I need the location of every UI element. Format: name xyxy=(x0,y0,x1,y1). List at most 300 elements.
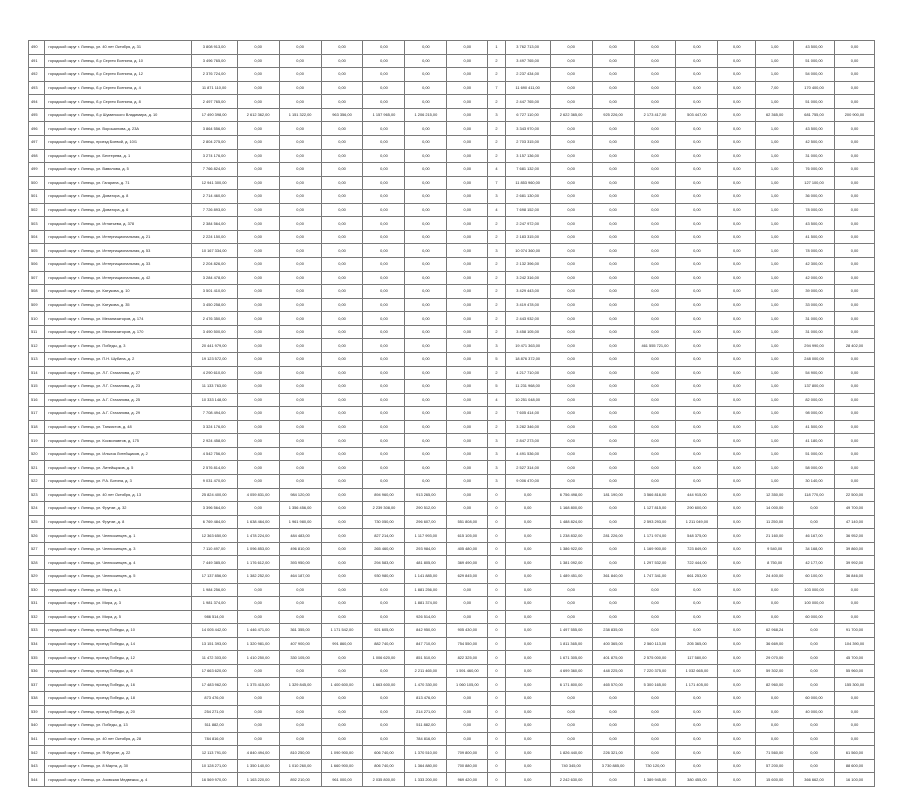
value-cell: 0,00 xyxy=(321,407,363,421)
value-cell: 0,00 xyxy=(718,230,756,244)
value-cell: 730 120,00 xyxy=(634,759,676,773)
value-cell: 0,00 xyxy=(794,746,835,760)
value-cell: 0,00 xyxy=(834,393,874,407)
value-cell: 0,00 xyxy=(756,692,794,706)
row-number-cell: 514 xyxy=(29,366,45,380)
address-cell: городской округ г. Липецк, ул. А.Г. Стаханова, д. 25 xyxy=(45,393,191,407)
value-cell: 0 xyxy=(488,488,505,502)
value-cell: 0,00 xyxy=(447,447,488,461)
value-cell: 0,00 xyxy=(718,108,756,122)
value-cell: 2 xyxy=(488,420,505,434)
value-cell: 0,00 xyxy=(634,163,676,177)
value-cell: 41 500,00 xyxy=(794,230,835,244)
value-cell: 0,00 xyxy=(237,447,279,461)
address-cell: городской округ г. Липецк, ул. Челюскинцев, д. 4 xyxy=(45,556,191,570)
value-cell: 1 297 532,00 xyxy=(634,556,676,570)
value-cell: 0,00 xyxy=(321,339,363,353)
value-cell: 0,00 xyxy=(834,41,874,55)
value-cell: 0,00 xyxy=(550,217,592,231)
address-cell: городской округ г. Липецк, проезд Победы, д. 14 xyxy=(45,637,191,651)
value-cell: 1 006 620,00 xyxy=(363,651,405,665)
value-cell: 1,00 xyxy=(756,244,794,258)
value-cell: 0,00 xyxy=(321,488,363,502)
value-cell: 0,00 xyxy=(592,502,634,516)
row-number-cell: 537 xyxy=(29,678,45,692)
value-cell: 0,00 xyxy=(676,339,718,353)
value-cell: 0,00 xyxy=(279,610,321,624)
value-cell: 0,00 xyxy=(237,312,279,326)
value-cell: 40 000,00 xyxy=(794,705,835,719)
value-cell: 1 811 365,00 xyxy=(550,637,592,651)
value-cell: 0 xyxy=(488,759,505,773)
row-number-cell: 493 xyxy=(29,81,45,95)
value-cell: 25 824 400,00 xyxy=(191,488,237,502)
value-cell: 0,00 xyxy=(321,298,363,312)
value-cell: 45 700,00 xyxy=(834,651,874,665)
value-cell: 847 710,00 xyxy=(405,637,447,651)
value-cell: 0,00 xyxy=(447,434,488,448)
value-cell: 0,00 xyxy=(405,68,447,82)
value-cell: 3 xyxy=(488,475,505,489)
value-cell: 0,00 xyxy=(237,217,279,231)
value-cell: 0,00 xyxy=(634,244,676,258)
address-cell: городской округ г. Липецк, ул. Катукова, д. 35 xyxy=(45,298,191,312)
value-cell: 0,00 xyxy=(718,68,756,82)
value-cell: 11 853 960,00 xyxy=(505,176,550,190)
value-cell: 961 000,00 xyxy=(321,773,363,787)
value-cell: 2 576 814,00 xyxy=(191,461,237,475)
value-cell: 822 325,00 xyxy=(447,651,488,665)
value-cell: 0,00 xyxy=(676,624,718,638)
value-cell: 0,00 xyxy=(794,651,835,665)
value-cell: 0,00 xyxy=(447,325,488,339)
value-cell: 1 470 330,00 xyxy=(405,678,447,692)
value-cell: 0,00 xyxy=(237,203,279,217)
value-cell: 0,00 xyxy=(279,393,321,407)
table-row xyxy=(29,68,875,82)
value-cell: 709 800,00 xyxy=(447,746,488,760)
value-cell: 2 xyxy=(488,258,505,272)
value-cell: 3 242 316,00 xyxy=(505,271,550,285)
address-cell: городской округ г. Липецк, ул. Челюскинцев, д. 1 xyxy=(45,529,191,543)
value-cell: 11 472 303,00 xyxy=(191,651,237,665)
value-cell: 0,00 xyxy=(550,610,592,624)
value-cell: 7 708 494,00 xyxy=(191,407,237,421)
value-cell: 54 000,00 xyxy=(794,68,835,82)
row-number-cell: 535 xyxy=(29,651,45,665)
value-cell: 0,00 xyxy=(237,502,279,516)
value-cell: 0,00 xyxy=(321,475,363,489)
value-cell: 7 xyxy=(488,176,505,190)
value-cell: 0,00 xyxy=(676,475,718,489)
value-cell: 181 190,00 xyxy=(592,488,634,502)
value-cell: 0,00 xyxy=(237,258,279,272)
table-row xyxy=(29,732,875,746)
value-cell: 3 284 478,00 xyxy=(191,271,237,285)
value-cell: 100 000,00 xyxy=(794,597,835,611)
value-cell: 1,00 xyxy=(756,190,794,204)
value-cell: 0,00 xyxy=(447,258,488,272)
row-number-cell: 520 xyxy=(29,447,45,461)
value-cell: 1,00 xyxy=(756,434,794,448)
value-cell: 3 274 176,00 xyxy=(191,149,237,163)
value-cell: 0,00 xyxy=(505,759,550,773)
value-cell: 0,00 xyxy=(676,461,718,475)
value-cell: 0,00 xyxy=(834,298,874,312)
value-cell: 0,00 xyxy=(592,339,634,353)
table-row xyxy=(29,664,875,678)
value-cell: 281 226,00 xyxy=(592,529,634,543)
value-cell: 51 000,00 xyxy=(794,95,835,109)
value-cell: 0,00 xyxy=(237,285,279,299)
value-cell: 0,00 xyxy=(363,705,405,719)
value-cell: 2 xyxy=(488,135,505,149)
value-cell: 0,00 xyxy=(756,610,794,624)
value-cell: 0,00 xyxy=(676,407,718,421)
value-cell: 681 755,00 xyxy=(794,108,835,122)
value-cell: 0,00 xyxy=(834,285,874,299)
value-cell: 36 669,00 xyxy=(756,637,794,651)
value-cell: 0,00 xyxy=(634,461,676,475)
value-cell: 1,00 xyxy=(756,122,794,136)
value-cell: 2 xyxy=(488,149,505,163)
value-cell: 0,00 xyxy=(447,230,488,244)
value-cell: 0,00 xyxy=(279,407,321,421)
value-cell: 0,00 xyxy=(405,244,447,258)
value-cell: 0,00 xyxy=(718,773,756,787)
value-cell: 0,00 xyxy=(592,705,634,719)
value-cell: 0,00 xyxy=(592,692,634,706)
value-cell: 0,00 xyxy=(718,366,756,380)
value-cell: 3 xyxy=(488,434,505,448)
value-cell: 0,00 xyxy=(718,285,756,299)
value-cell: 3 730 885,00 xyxy=(592,759,634,773)
value-cell: 0,00 xyxy=(592,732,634,746)
value-cell: 0,00 xyxy=(405,190,447,204)
value-cell: 0,00 xyxy=(718,719,756,733)
value-cell: 0,00 xyxy=(550,135,592,149)
value-cell: 0,00 xyxy=(592,380,634,394)
value-cell: 0,00 xyxy=(592,420,634,434)
value-cell: 0,00 xyxy=(834,447,874,461)
value-cell: 0,00 xyxy=(279,597,321,611)
value-cell: 51 000,00 xyxy=(794,447,835,461)
value-cell: 13 151 393,00 xyxy=(191,637,237,651)
value-cell: 30 140,00 xyxy=(794,475,835,489)
table-row xyxy=(29,312,875,326)
address-cell: городской округ г. Липецк, ул. Игнатьева, д. 378 xyxy=(45,217,191,231)
value-cell: 1 364 880,00 xyxy=(405,759,447,773)
value-cell: 0,00 xyxy=(634,203,676,217)
value-cell: 0,00 xyxy=(718,217,756,231)
value-cell: 1 663 600,00 xyxy=(363,678,405,692)
value-cell: 98 000,00 xyxy=(794,407,835,421)
value-cell: 0,00 xyxy=(592,461,634,475)
value-cell: 0,00 xyxy=(834,54,874,68)
value-cell: 0,00 xyxy=(321,664,363,678)
value-cell: 0,00 xyxy=(321,556,363,570)
value-cell: 0,00 xyxy=(676,705,718,719)
value-cell: 0,00 xyxy=(592,312,634,326)
value-cell: 82 960,00 xyxy=(756,678,794,692)
table-row xyxy=(29,773,875,787)
value-cell: 722 444,00 xyxy=(676,556,718,570)
value-cell: 1 032 665,00 xyxy=(676,664,718,678)
value-cell: 0,00 xyxy=(405,149,447,163)
value-cell: 913 265,00 xyxy=(405,488,447,502)
value-cell: 0,00 xyxy=(634,68,676,82)
value-cell: 4 699 360,00 xyxy=(550,664,592,678)
value-cell: 0,00 xyxy=(321,54,363,68)
value-cell: 0,00 xyxy=(321,203,363,217)
value-cell: 0,00 xyxy=(237,298,279,312)
value-cell: 0,00 xyxy=(405,203,447,217)
value-cell: 0 xyxy=(488,719,505,733)
value-cell: 0,00 xyxy=(834,135,874,149)
value-cell: 0,00 xyxy=(237,122,279,136)
value-cell: 7 698 152,00 xyxy=(505,203,550,217)
row-number-cell: 533 xyxy=(29,624,45,638)
table-row xyxy=(29,190,875,204)
value-cell: 0,00 xyxy=(405,54,447,68)
value-cell: 1 446 471,00 xyxy=(237,624,279,638)
value-cell: 0,00 xyxy=(550,312,592,326)
value-cell: 0,00 xyxy=(405,312,447,326)
value-cell: 0,00 xyxy=(405,271,447,285)
value-cell: 723 849,00 xyxy=(676,542,718,556)
value-cell: 2 132 396,00 xyxy=(505,258,550,272)
value-cell: 1,00 xyxy=(756,325,794,339)
value-cell: 925 226,00 xyxy=(592,108,634,122)
table-row xyxy=(29,352,875,366)
value-cell: 0 xyxy=(488,610,505,624)
value-cell: 294 583,00 xyxy=(363,556,405,570)
value-cell: 0,00 xyxy=(676,366,718,380)
value-cell: 0,00 xyxy=(634,95,676,109)
value-cell: 0,00 xyxy=(834,217,874,231)
value-cell: 58 000,00 xyxy=(794,461,835,475)
value-cell: 894 960,00 xyxy=(363,488,405,502)
value-cell: 806 740,00 xyxy=(363,759,405,773)
value-cell: 0,00 xyxy=(279,244,321,258)
value-cell: 1 117 993,00 xyxy=(405,529,447,543)
table-row xyxy=(29,529,875,543)
address-cell: городской округ г. Липецк, ул. Л.Г. Стаханова, д. 23 xyxy=(45,380,191,394)
value-cell: 2 183 315,00 xyxy=(505,230,550,244)
row-number-cell: 490 xyxy=(29,41,45,55)
value-cell: 10 333 148,00 xyxy=(191,393,237,407)
value-cell: 0,00 xyxy=(447,163,488,177)
value-cell: 0,00 xyxy=(634,366,676,380)
row-number-cell: 503 xyxy=(29,217,45,231)
address-cell: городской округ г. Липецк, б-р Сергея Есенина, д. 4 xyxy=(45,81,191,95)
value-cell: 51 000,00 xyxy=(794,54,835,68)
table-row xyxy=(29,366,875,380)
row-number-cell: 528 xyxy=(29,556,45,570)
value-cell: 1 xyxy=(488,41,505,55)
value-cell: 0,00 xyxy=(321,515,363,529)
value-cell: 827 214,00 xyxy=(363,529,405,543)
value-cell: 3 xyxy=(488,339,505,353)
value-cell: 1,00 xyxy=(756,393,794,407)
table-row xyxy=(29,122,875,136)
address-cell: городской округ г. Липецк, проезд Победы, д. 10 xyxy=(45,624,191,638)
value-cell: 47 140,00 xyxy=(834,515,874,529)
row-number-cell: 526 xyxy=(29,529,45,543)
value-cell: 0,00 xyxy=(505,705,550,719)
address-cell: городской округ г. Липецк, проезд Победы, д. 20 xyxy=(45,705,191,719)
value-cell: 0,00 xyxy=(279,190,321,204)
value-cell: 290 512,00 xyxy=(405,502,447,516)
value-cell: 2 703 315,00 xyxy=(505,135,550,149)
value-cell: 0,00 xyxy=(279,54,321,68)
value-cell: 0,00 xyxy=(505,678,550,692)
value-cell: 0,00 xyxy=(321,583,363,597)
value-cell: 0,00 xyxy=(834,583,874,597)
value-cell: 41 500,00 xyxy=(794,420,835,434)
value-cell: 0,00 xyxy=(676,244,718,258)
value-cell: 0 xyxy=(488,678,505,692)
value-cell: 7 449 385,00 xyxy=(191,556,237,570)
value-cell: 0,00 xyxy=(363,597,405,611)
value-cell: 0,00 xyxy=(505,651,550,665)
value-cell: 0,00 xyxy=(550,81,592,95)
value-cell: 366 662,00 xyxy=(794,773,835,787)
value-cell: 0,00 xyxy=(634,312,676,326)
value-cell: 0,00 xyxy=(592,135,634,149)
value-cell: 1 010 260,00 xyxy=(279,759,321,773)
row-number-cell: 523 xyxy=(29,488,45,502)
value-cell: 0,00 xyxy=(321,651,363,665)
value-cell: 3 396 564,00 xyxy=(191,502,237,516)
value-cell: 361 840,00 xyxy=(592,569,634,583)
value-cell: 2 443 932,00 xyxy=(505,312,550,326)
address-cell: городской округ г. Липецк, ул. Челюскинцев, д. 3 xyxy=(45,542,191,556)
value-cell: 3 496 765,00 xyxy=(191,54,237,68)
value-cell: 39 860,00 xyxy=(834,542,874,556)
value-cell: 0,00 xyxy=(447,285,488,299)
value-cell: 0,00 xyxy=(718,529,756,543)
value-cell: 0,00 xyxy=(676,583,718,597)
value-cell: 0,00 xyxy=(592,95,634,109)
value-cell: 2 xyxy=(488,407,505,421)
value-cell: 0,00 xyxy=(718,41,756,55)
value-cell: 11 231 968,00 xyxy=(505,380,550,394)
table-row xyxy=(29,488,875,502)
value-cell: 0,00 xyxy=(550,719,592,733)
value-cell: 36 000,00 xyxy=(794,190,835,204)
value-cell: 0,00 xyxy=(718,244,756,258)
value-cell: 0,00 xyxy=(505,502,550,516)
value-cell: 0,00 xyxy=(279,475,321,489)
value-cell: 3 808 913,00 xyxy=(191,41,237,55)
value-cell: 0,00 xyxy=(447,475,488,489)
value-cell: 20 441 979,00 xyxy=(191,339,237,353)
value-cell: 0,00 xyxy=(834,692,874,706)
value-cell: 986 514,00 xyxy=(191,610,237,624)
value-cell: 0,00 xyxy=(794,664,835,678)
row-number-cell: 498 xyxy=(29,149,45,163)
address-cell: городской округ г. Липецк, ул. Л.Г. Стаханова, д. 27 xyxy=(45,366,191,380)
table-row xyxy=(29,285,875,299)
value-cell: 290 600,00 xyxy=(676,502,718,516)
row-number-cell: 491 xyxy=(29,54,45,68)
value-cell: 2 173 417,00 xyxy=(634,108,676,122)
value-cell: 17 490 398,00 xyxy=(191,108,237,122)
value-cell: 873 476,00 xyxy=(191,692,237,706)
value-cell: 0,00 xyxy=(718,163,756,177)
value-cell: 2 924 458,00 xyxy=(191,434,237,448)
value-cell: 0,00 xyxy=(718,732,756,746)
value-cell: 7 110 497,00 xyxy=(191,542,237,556)
value-cell: 0,00 xyxy=(363,190,405,204)
value-cell: 1,00 xyxy=(756,447,794,461)
value-cell: 1 096 853,00 xyxy=(237,542,279,556)
table-row xyxy=(29,230,875,244)
value-cell: 606 740,00 xyxy=(363,746,405,760)
value-cell: 0,00 xyxy=(718,380,756,394)
value-cell: 0,00 xyxy=(634,434,676,448)
value-cell: 2 xyxy=(488,298,505,312)
value-cell: 0,00 xyxy=(634,420,676,434)
table-row xyxy=(29,556,875,570)
value-cell: 61 560,00 xyxy=(834,746,874,760)
value-cell: 104 390,00 xyxy=(834,637,874,651)
value-cell: 42 300,00 xyxy=(794,258,835,272)
value-cell: 3 xyxy=(488,447,505,461)
value-cell: 1 386 922,00 xyxy=(550,542,592,556)
value-cell: 1 638 464,00 xyxy=(237,515,279,529)
value-cell: 0,00 xyxy=(592,81,634,95)
value-cell: 0,00 xyxy=(505,732,550,746)
value-cell: 0,00 xyxy=(321,502,363,516)
value-cell: 1,00 xyxy=(756,95,794,109)
value-cell: 33 000,00 xyxy=(794,298,835,312)
value-cell: 0,00 xyxy=(447,732,488,746)
value-cell: 2 237 434,00 xyxy=(505,68,550,82)
value-cell: 1 826 440,00 xyxy=(550,746,592,760)
table-row xyxy=(29,692,875,706)
value-cell: 1,00 xyxy=(756,407,794,421)
value-cell: 1,00 xyxy=(756,54,794,68)
address-cell: городской округ г. Липецк, ул. Вавилова, д. 5 xyxy=(45,163,191,177)
value-cell: 6 727 110,00 xyxy=(505,108,550,122)
value-cell: 0,00 xyxy=(834,325,874,339)
value-cell: 3 501 410,00 xyxy=(191,285,237,299)
value-cell: 0,00 xyxy=(447,339,488,353)
value-cell: 0,00 xyxy=(834,719,874,733)
value-cell: 1 127 815,00 xyxy=(634,502,676,516)
value-cell: 42 000,00 xyxy=(794,271,835,285)
value-cell: 4 xyxy=(488,393,505,407)
value-cell: 0,00 xyxy=(237,149,279,163)
value-cell: 8 750,00 xyxy=(756,556,794,570)
value-cell: 0,00 xyxy=(634,692,676,706)
value-cell: 3 762 713,00 xyxy=(505,41,550,55)
value-cell: 0,00 xyxy=(634,122,676,136)
value-cell: 0,00 xyxy=(447,461,488,475)
value-cell: 0,00 xyxy=(592,773,634,787)
value-cell: 4 491 536,00 xyxy=(505,447,550,461)
value-cell: 503 447,00 xyxy=(676,108,718,122)
value-cell: 0,00 xyxy=(676,352,718,366)
row-number-cell: 522 xyxy=(29,475,45,489)
value-cell: 0,00 xyxy=(592,217,634,231)
value-cell: 0,00 xyxy=(550,407,592,421)
value-cell: 0,00 xyxy=(834,122,874,136)
value-cell: 15 600,00 xyxy=(756,773,794,787)
value-cell: 0,00 xyxy=(447,312,488,326)
